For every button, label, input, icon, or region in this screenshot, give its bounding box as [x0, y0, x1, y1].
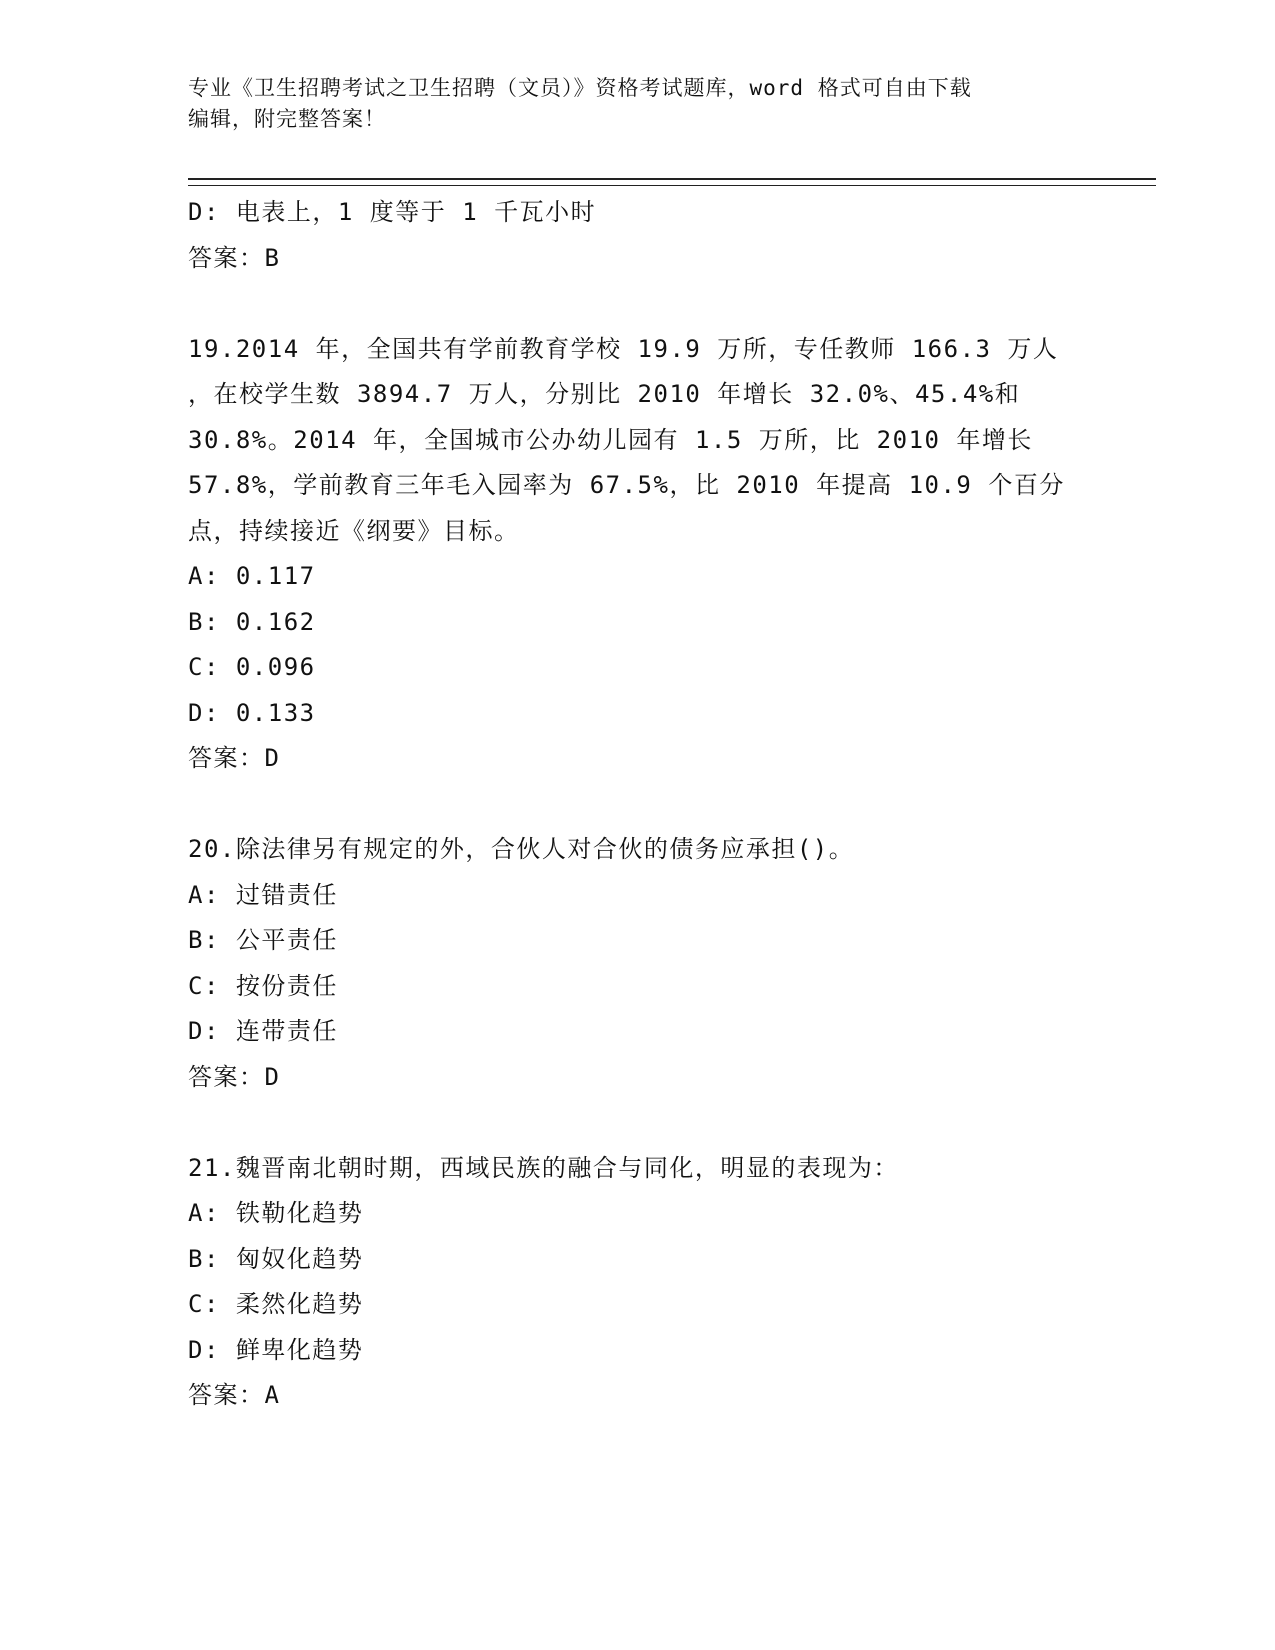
- question-21: [188, 1146, 1088, 1419]
- option-b: B: 公平责任: [188, 926, 338, 954]
- previous-question-tail: [188, 190, 1088, 281]
- stem-line: 20.除法律另有规定的外，合伙人对合伙的债务应承担()。: [188, 835, 855, 863]
- header-divider: [188, 178, 1156, 186]
- option-d: D: 电表上，1 度等于 1 千瓦小时: [188, 198, 597, 226]
- header-line-1: 专业《卫生招聘考试之卫生招聘（文员）》资格考试题库，word 格式可自由下载: [188, 76, 972, 100]
- stem-line: 57.8%，学前教育三年毛入园率为 67.5%，比 2010 年提高 10.9 个百分: [188, 471, 1065, 499]
- option-d: D: 连带责任: [188, 1017, 338, 1045]
- stem-line: 19.2014 年，全国共有学前教育学校 19.9 万所，专任教师 166.3 万人: [188, 334, 1059, 363]
- question-stem: [188, 327, 1088, 555]
- stem-line: 21.魏晋南北朝时期，西域民族的融合与同化，明显的表现为：: [188, 1153, 899, 1182]
- question-19: [188, 327, 1088, 782]
- answer-line: 答案：D: [188, 1062, 281, 1091]
- option-a: A: 铁勒化趋势: [188, 1199, 364, 1227]
- document-header: [188, 73, 1088, 135]
- option-c: C: 按份责任: [188, 971, 338, 1000]
- stem-line: 点，持续接近《纲要》目标。: [188, 516, 520, 545]
- option-d: D: 0.133: [188, 698, 316, 727]
- header-line-2: 编辑，附完整答案！: [188, 107, 386, 131]
- document-body: [188, 190, 1088, 1419]
- answer-line: 答案：D: [188, 744, 281, 772]
- option-d: D: 鲜卑化趋势: [188, 1335, 364, 1364]
- option-b: B: 0.162: [188, 607, 316, 636]
- question-20: [188, 827, 1088, 1100]
- option-a: A: 0.117: [188, 562, 316, 590]
- stem-line: ，在校学生数 3894.7 万人，分别比 2010 年增长 32.0%、45.4%和: [188, 380, 1021, 408]
- stem-line: 30.8%。2014 年，全国城市公办幼儿园有 1.5 万所，比 2010 年增长: [188, 425, 1033, 454]
- option-b: B: 匈奴化趋势: [188, 1244, 364, 1273]
- question-stem: [188, 827, 1088, 873]
- option-a: A: 过错责任: [188, 880, 338, 909]
- question-stem: [188, 1146, 1088, 1192]
- option-c: C: 0.096: [188, 653, 316, 681]
- option-c: C: 柔然化趋势: [188, 1290, 364, 1318]
- answer-line: 答案：A: [188, 1381, 281, 1409]
- answer-line: 答案：B: [188, 243, 281, 272]
